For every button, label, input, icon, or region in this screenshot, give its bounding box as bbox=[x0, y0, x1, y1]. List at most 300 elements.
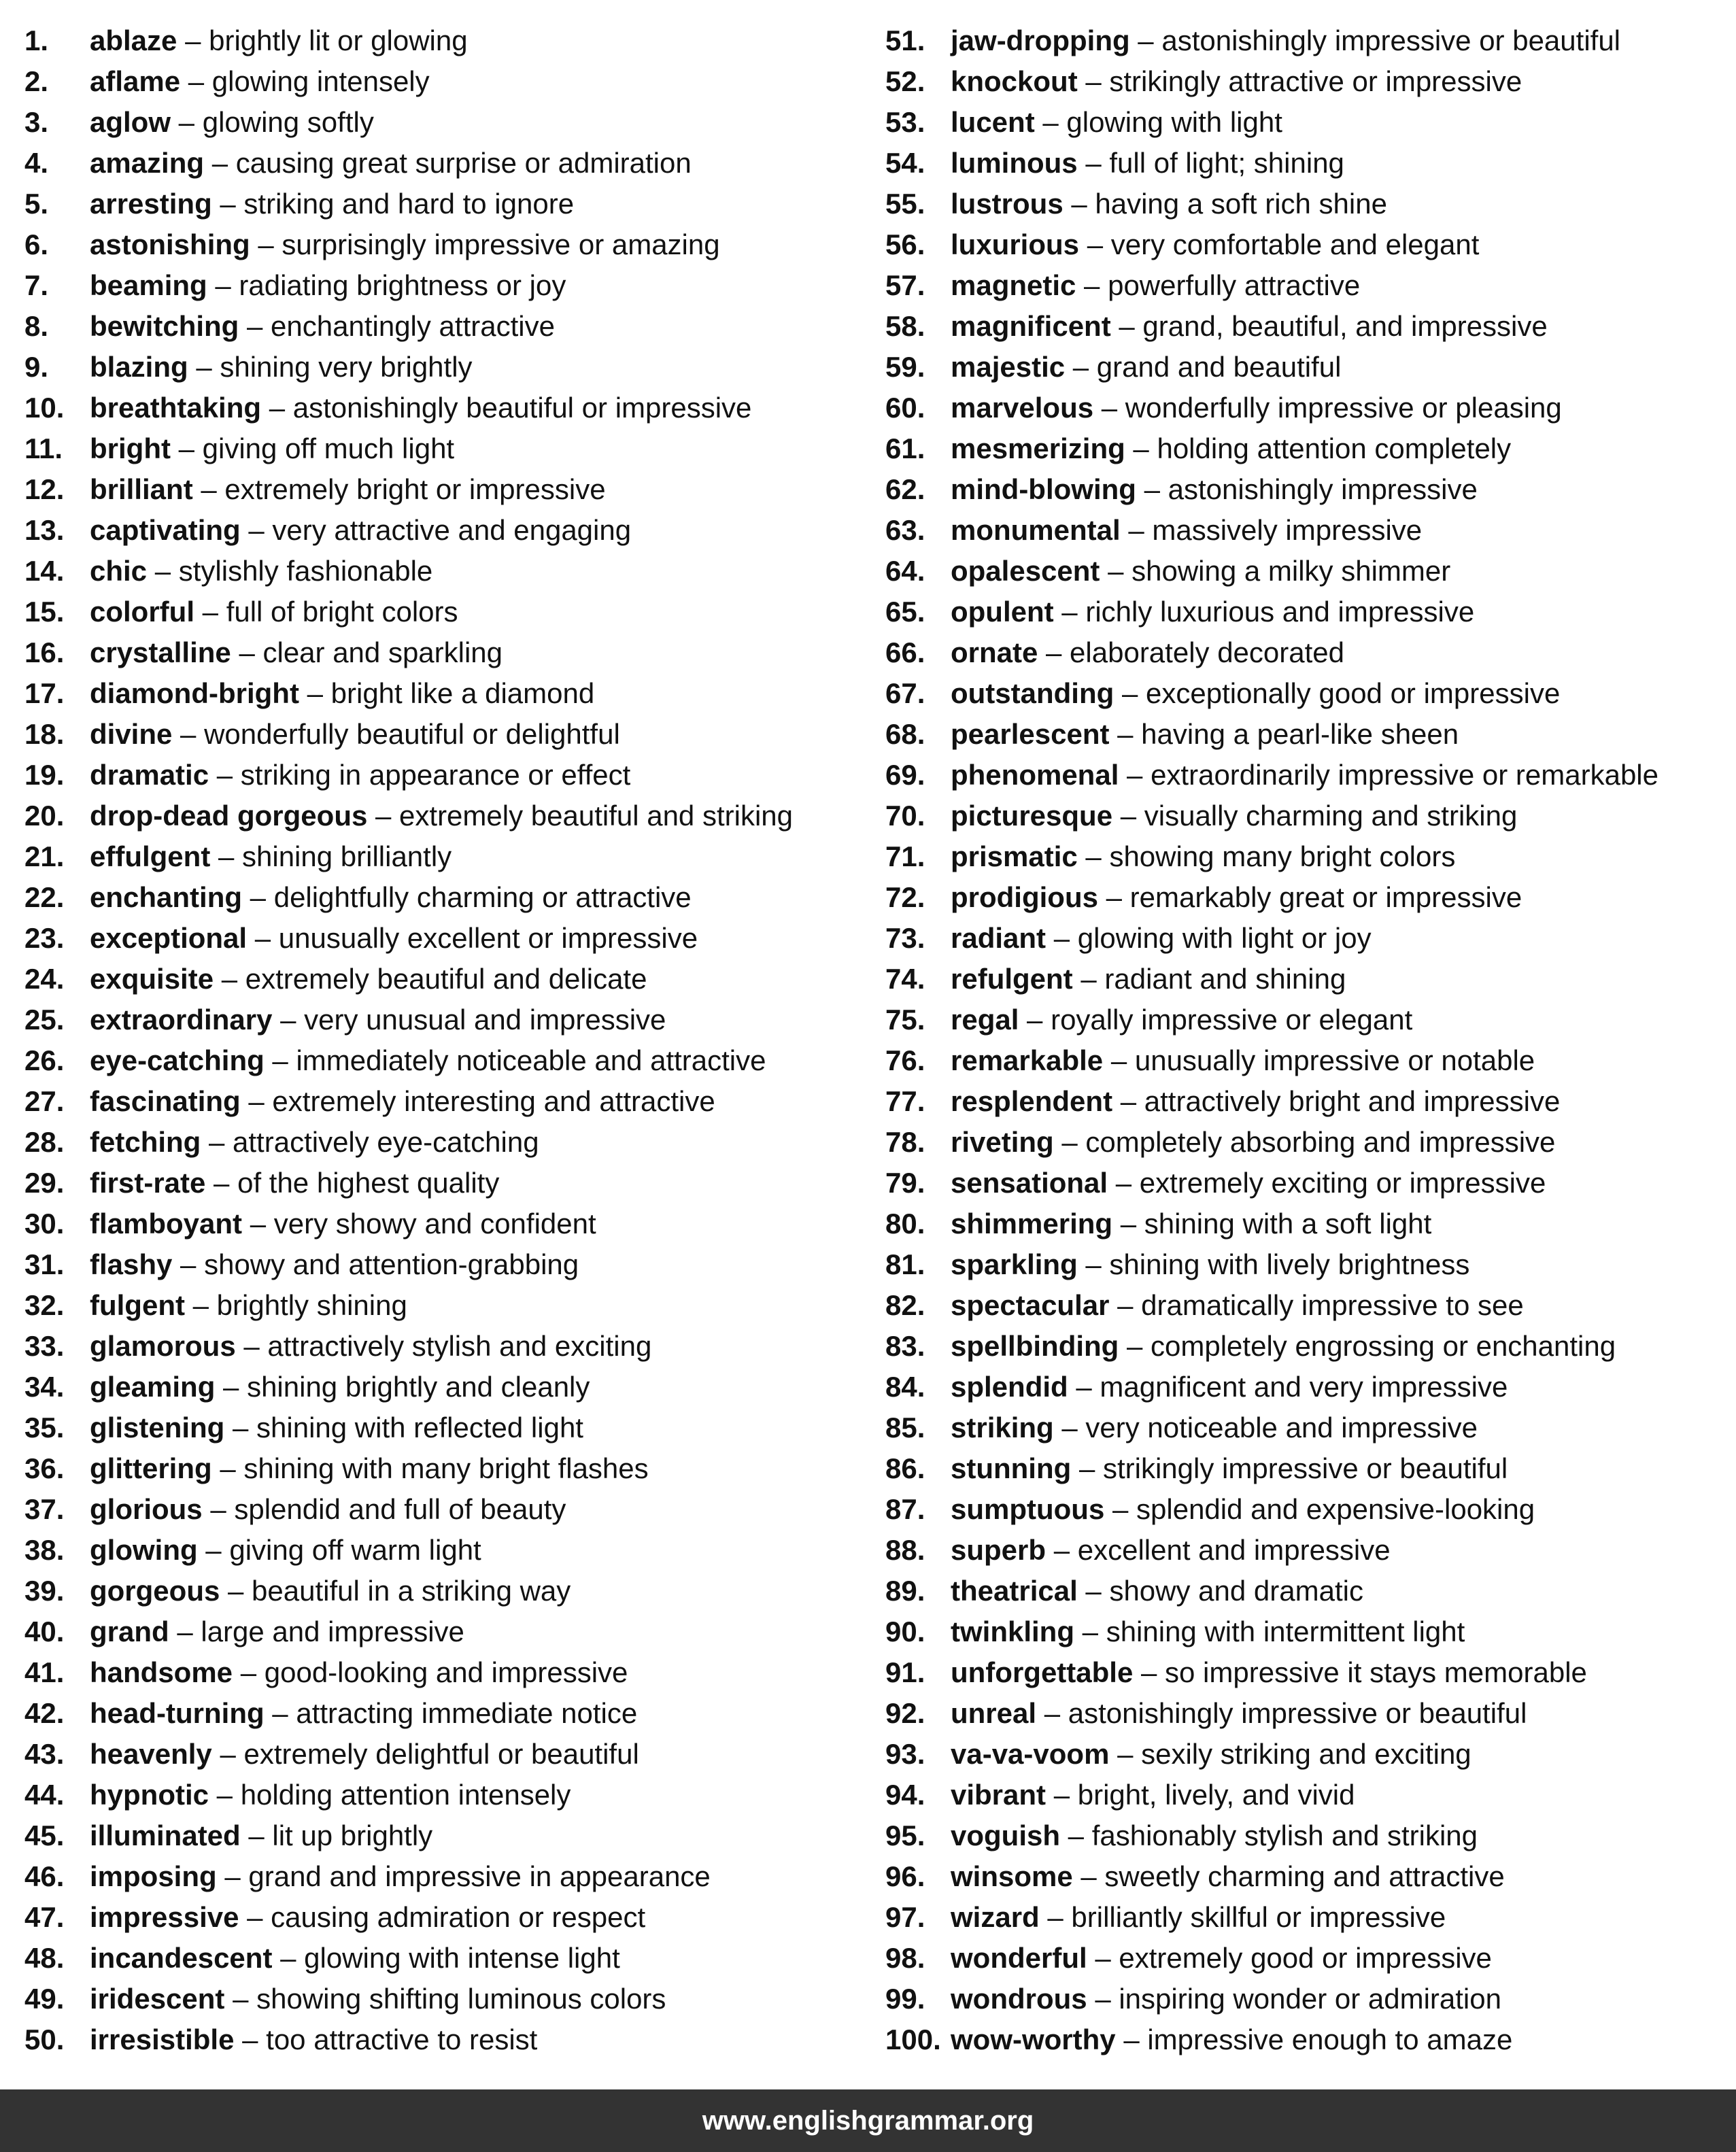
list-item bbox=[24, 1979, 854, 2019]
item-number: 66. bbox=[885, 636, 925, 668]
list-item bbox=[24, 265, 854, 306]
item-number: 5. bbox=[24, 188, 49, 220]
list-item bbox=[24, 1489, 854, 1530]
item-word: lucent bbox=[951, 106, 1035, 138]
item-word: voguish bbox=[951, 1820, 1061, 1851]
item-word: ornate bbox=[951, 636, 1038, 668]
item-definition: – astonishingly beautiful or impressive bbox=[261, 392, 752, 424]
item-definition: – so impressive it stays memorable bbox=[1133, 1656, 1587, 1688]
item-definition: – strikingly impressive or beautiful bbox=[1071, 1452, 1508, 1484]
item-word: superb bbox=[951, 1534, 1046, 1566]
item-word: heavenly bbox=[90, 1738, 212, 1770]
item-word: blazing bbox=[90, 351, 188, 383]
item-word: monumental bbox=[951, 514, 1121, 546]
item-word: regal bbox=[951, 1004, 1019, 1036]
item-definition: – showing shifting luminous colors bbox=[224, 1983, 666, 2015]
item-number: 4. bbox=[24, 147, 49, 179]
list-item bbox=[885, 2019, 1729, 2060]
list-item bbox=[24, 61, 854, 102]
item-definition: – very comfortable and elegant bbox=[1079, 228, 1480, 260]
list-item bbox=[885, 796, 1729, 836]
item-word: mind-blowing bbox=[951, 473, 1136, 505]
item-number: 38. bbox=[24, 1534, 65, 1566]
item-definition: – shining brilliantly bbox=[210, 840, 452, 872]
item-definition: – having a soft rich shine bbox=[1063, 188, 1387, 220]
list-item bbox=[24, 1000, 854, 1040]
list-item bbox=[24, 1693, 854, 1734]
item-word: outstanding bbox=[951, 677, 1114, 709]
list-item bbox=[24, 836, 854, 877]
item-word: va-va-voom bbox=[951, 1738, 1110, 1770]
item-number: 87. bbox=[885, 1493, 925, 1525]
item-number: 76. bbox=[885, 1044, 925, 1076]
item-definition: – surprisingly impressive or amazing bbox=[250, 228, 720, 260]
item-number: 74. bbox=[885, 963, 925, 995]
item-number: 82. bbox=[885, 1289, 925, 1321]
list-item bbox=[885, 510, 1729, 551]
item-number: 54. bbox=[885, 147, 925, 179]
list-item bbox=[885, 1448, 1729, 1489]
footer-bar bbox=[0, 2089, 1736, 2152]
item-word: illuminated bbox=[90, 1820, 241, 1851]
list-item bbox=[885, 836, 1729, 877]
item-word: bright bbox=[90, 432, 171, 464]
item-word: drop-dead gorgeous bbox=[90, 800, 368, 832]
item-number: 67. bbox=[885, 677, 925, 709]
item-number: 44. bbox=[24, 1779, 65, 1811]
list-item bbox=[24, 1285, 854, 1326]
list-item bbox=[24, 1448, 854, 1489]
item-number: 63. bbox=[885, 514, 925, 546]
item-number: 92. bbox=[885, 1697, 925, 1729]
item-number: 9. bbox=[24, 351, 49, 383]
list-item bbox=[24, 1530, 854, 1571]
item-definition: – glowing intensely bbox=[180, 65, 430, 97]
item-word: shimmering bbox=[951, 1208, 1113, 1240]
item-number: 65. bbox=[885, 596, 925, 628]
item-word: fascinating bbox=[90, 1085, 241, 1117]
item-number: 64. bbox=[885, 555, 925, 587]
item-word: pearlescent bbox=[951, 718, 1110, 750]
item-number: 52. bbox=[885, 65, 925, 97]
item-word: resplendent bbox=[951, 1085, 1113, 1117]
list-item bbox=[24, 2019, 854, 2060]
item-word: aflame bbox=[90, 65, 181, 97]
item-word: captivating bbox=[90, 514, 241, 546]
list-item bbox=[24, 1081, 854, 1122]
item-word: ablaze bbox=[90, 24, 177, 56]
list-item bbox=[24, 102, 854, 143]
item-word: opulent bbox=[951, 596, 1054, 628]
item-word: dramatic bbox=[90, 759, 209, 791]
item-word: wondrous bbox=[951, 1983, 1087, 2015]
item-definition: – glowing with light or joy bbox=[1046, 922, 1372, 954]
item-word: beaming bbox=[90, 269, 207, 301]
item-word: exquisite bbox=[90, 963, 214, 995]
item-definition: – attractively bright and impressive bbox=[1112, 1085, 1561, 1117]
word-list-column-right bbox=[885, 20, 1729, 2060]
item-number: 56. bbox=[885, 228, 925, 260]
list-item bbox=[885, 388, 1729, 428]
item-word: wonderful bbox=[951, 1942, 1087, 1974]
item-number: 33. bbox=[24, 1330, 65, 1362]
item-word: magnetic bbox=[951, 269, 1076, 301]
item-definition: – extremely interesting and attractive bbox=[240, 1085, 715, 1117]
list-item bbox=[24, 714, 854, 755]
item-definition: – bright like a diamond bbox=[299, 677, 595, 709]
item-definition: – dramatically impressive to see bbox=[1109, 1289, 1524, 1321]
item-definition: – striking in appearance or effect bbox=[209, 759, 631, 791]
item-definition: – shining with intermittent light bbox=[1074, 1616, 1465, 1647]
item-word: prodigious bbox=[951, 881, 1098, 913]
item-number: 32. bbox=[24, 1289, 65, 1321]
item-definition: – unusually excellent or impressive bbox=[247, 922, 698, 954]
item-word: eye-catching bbox=[90, 1044, 265, 1076]
item-number: 18. bbox=[24, 718, 65, 750]
list-item bbox=[885, 592, 1729, 632]
item-definition: – causing admiration or respect bbox=[239, 1901, 646, 1933]
item-number: 51. bbox=[885, 24, 925, 56]
item-definition: – attractively eye-catching bbox=[201, 1126, 539, 1158]
item-word: wizard bbox=[951, 1901, 1040, 1933]
item-word: vibrant bbox=[951, 1779, 1046, 1811]
list-item bbox=[885, 1122, 1729, 1163]
item-number: 24. bbox=[24, 963, 65, 995]
item-number: 70. bbox=[885, 800, 925, 832]
item-number: 22. bbox=[24, 881, 65, 913]
item-word: brilliant bbox=[90, 473, 193, 505]
item-definition: – completely absorbing and impressive bbox=[1053, 1126, 1556, 1158]
list-item bbox=[885, 224, 1729, 265]
item-number: 26. bbox=[24, 1044, 65, 1076]
item-definition: – showing a milky shimmer bbox=[1100, 555, 1451, 587]
item-word: exceptional bbox=[90, 922, 248, 954]
item-word: riveting bbox=[951, 1126, 1054, 1158]
item-definition: – too attractive to resist bbox=[234, 2023, 538, 2055]
item-number: 12. bbox=[24, 473, 65, 505]
item-number: 28. bbox=[24, 1126, 65, 1158]
item-number: 75. bbox=[885, 1004, 925, 1036]
item-definition: – full of light; shining bbox=[1077, 147, 1344, 179]
list-item bbox=[24, 1652, 854, 1693]
item-definition: – brilliantly skillful or impressive bbox=[1039, 1901, 1446, 1933]
item-definition: – striking and hard to ignore bbox=[211, 188, 575, 220]
item-number: 16. bbox=[24, 636, 65, 668]
item-word: winsome bbox=[951, 1860, 1073, 1892]
item-definition: – grand and beautiful bbox=[1065, 351, 1342, 383]
item-number: 84. bbox=[885, 1371, 925, 1403]
item-definition: – shining with a soft light bbox=[1112, 1208, 1432, 1240]
list-item bbox=[24, 796, 854, 836]
item-definition: – grand, beautiful, and impressive bbox=[1110, 310, 1548, 342]
item-definition: – shining brightly and cleanly bbox=[215, 1371, 590, 1403]
list-item bbox=[885, 1285, 1729, 1326]
list-item bbox=[885, 469, 1729, 510]
item-word: twinkling bbox=[951, 1616, 1074, 1647]
item-definition: – sexily striking and exciting bbox=[1109, 1738, 1471, 1770]
item-definition: – strikingly attractive or impressive bbox=[1077, 65, 1522, 97]
item-number: 31. bbox=[24, 1248, 65, 1280]
list-item bbox=[885, 265, 1729, 306]
item-definition: – of the highest quality bbox=[205, 1167, 500, 1199]
list-item bbox=[24, 1775, 854, 1815]
item-number: 20. bbox=[24, 800, 65, 832]
item-number: 45. bbox=[24, 1820, 65, 1851]
item-word: effulgent bbox=[90, 840, 211, 872]
item-number: 3. bbox=[24, 106, 49, 138]
item-definition: – extremely delightful or beautiful bbox=[211, 1738, 639, 1770]
item-number: 27. bbox=[24, 1085, 65, 1117]
item-word: chic bbox=[90, 555, 148, 587]
item-number: 15. bbox=[24, 596, 65, 628]
item-number: 23. bbox=[24, 922, 65, 954]
list-item bbox=[24, 1244, 854, 1285]
item-number: 58. bbox=[885, 310, 925, 342]
item-word: luminous bbox=[951, 147, 1078, 179]
list-item bbox=[885, 347, 1729, 388]
item-word: remarkable bbox=[951, 1044, 1104, 1076]
list-item bbox=[885, 143, 1729, 184]
item-definition: – attracting immediate notice bbox=[264, 1697, 638, 1729]
list-item bbox=[24, 184, 854, 224]
item-word: stunning bbox=[951, 1452, 1072, 1484]
item-word: glamorous bbox=[90, 1330, 236, 1362]
list-item bbox=[24, 551, 854, 592]
item-word: grand bbox=[90, 1616, 169, 1647]
item-definition: – visually charming and striking bbox=[1112, 800, 1518, 832]
item-definition: – full of bright colors bbox=[194, 596, 458, 628]
item-number: 17. bbox=[24, 677, 65, 709]
item-definition: – extraordinarily impressive or remarkable bbox=[1119, 759, 1658, 791]
list-item bbox=[24, 1571, 854, 1611]
item-definition: – exceptionally good or impressive bbox=[1114, 677, 1561, 709]
item-word: irresistible bbox=[90, 2023, 235, 2055]
list-item bbox=[24, 877, 854, 918]
item-word: head-turning bbox=[90, 1697, 265, 1729]
item-definition: – clear and sparkling bbox=[231, 636, 503, 668]
footer-url[interactable]: www.englishgrammar.org bbox=[702, 2106, 1034, 2136]
item-word: phenomenal bbox=[951, 759, 1119, 791]
list-item bbox=[885, 1815, 1729, 1856]
item-word: impressive bbox=[90, 1901, 239, 1933]
item-number: 93. bbox=[885, 1738, 925, 1770]
item-number: 83. bbox=[885, 1330, 925, 1362]
list-item bbox=[885, 1734, 1729, 1775]
item-number: 88. bbox=[885, 1534, 925, 1566]
item-number: 68. bbox=[885, 718, 925, 750]
list-item bbox=[885, 1163, 1729, 1203]
item-definition: – royally impressive or elegant bbox=[1019, 1004, 1413, 1036]
list-item bbox=[885, 632, 1729, 673]
word-list bbox=[0, 20, 1736, 2060]
item-word: refulgent bbox=[951, 963, 1073, 995]
item-definition: – stylishly fashionable bbox=[147, 555, 433, 587]
item-number: 98. bbox=[885, 1942, 925, 1974]
item-definition: – bright, lively, and vivid bbox=[1046, 1779, 1355, 1811]
item-word: wow-worthy bbox=[951, 2023, 1116, 2055]
list-item bbox=[885, 1938, 1729, 1979]
item-number: 81. bbox=[885, 1248, 925, 1280]
list-item bbox=[24, 959, 854, 1000]
item-definition: – glowing with intense light bbox=[272, 1942, 620, 1974]
item-word: spellbinding bbox=[951, 1330, 1119, 1362]
item-word: incandescent bbox=[90, 1942, 273, 1974]
item-word: fulgent bbox=[90, 1289, 185, 1321]
list-item bbox=[885, 1652, 1729, 1693]
item-definition: – good-looking and impressive bbox=[233, 1656, 628, 1688]
item-word: sparkling bbox=[951, 1248, 1078, 1280]
list-item bbox=[24, 224, 854, 265]
item-number: 21. bbox=[24, 840, 65, 872]
item-definition: – causing great surprise or admiration bbox=[204, 147, 692, 179]
item-definition: – very noticeable and impressive bbox=[1053, 1412, 1478, 1444]
item-definition: – impressive enough to amaze bbox=[1115, 2023, 1513, 2055]
item-definition: – extremely bright or impressive bbox=[192, 473, 606, 505]
item-definition: – richly luxurious and impressive bbox=[1053, 596, 1475, 628]
item-definition: – magnificent and very impressive bbox=[1068, 1371, 1508, 1403]
item-definition: – wonderfully impressive or pleasing bbox=[1093, 392, 1562, 424]
item-number: 8. bbox=[24, 310, 49, 342]
item-definition: – holding attention intensely bbox=[209, 1779, 571, 1811]
item-definition: – splendid and full of beauty bbox=[202, 1493, 566, 1525]
item-word: enchanting bbox=[90, 881, 243, 913]
item-number: 14. bbox=[24, 555, 65, 587]
item-number: 50. bbox=[24, 2023, 65, 2055]
list-item bbox=[24, 388, 854, 428]
item-word: picturesque bbox=[951, 800, 1113, 832]
item-number: 94. bbox=[885, 1779, 925, 1811]
item-definition: – splendid and expensive-looking bbox=[1104, 1493, 1535, 1525]
list-item bbox=[885, 959, 1729, 1000]
item-number: 78. bbox=[885, 1126, 925, 1158]
item-number: 13. bbox=[24, 514, 65, 546]
list-item bbox=[885, 1244, 1729, 1285]
list-item bbox=[885, 1530, 1729, 1571]
item-word: flashy bbox=[90, 1248, 173, 1280]
list-item bbox=[885, 877, 1729, 918]
item-word: bewitching bbox=[90, 310, 239, 342]
item-word: spectacular bbox=[951, 1289, 1110, 1321]
item-definition: – excellent and impressive bbox=[1046, 1534, 1391, 1566]
item-definition: – brightly lit or glowing bbox=[177, 24, 468, 56]
item-number: 2. bbox=[24, 65, 49, 97]
item-number: 46. bbox=[24, 1860, 65, 1892]
item-definition: – very unusual and impressive bbox=[272, 1004, 666, 1036]
item-number: 60. bbox=[885, 392, 925, 424]
item-definition: – radiant and shining bbox=[1072, 963, 1346, 995]
item-number: 53. bbox=[885, 106, 925, 138]
item-definition: – fashionably stylish and striking bbox=[1060, 1820, 1478, 1851]
list-item bbox=[24, 428, 854, 469]
item-number: 34. bbox=[24, 1371, 65, 1403]
item-number: 59. bbox=[885, 351, 925, 383]
list-item bbox=[24, 918, 854, 959]
list-item bbox=[24, 469, 854, 510]
item-definition: – lit up brightly bbox=[240, 1820, 433, 1851]
list-item bbox=[24, 1897, 854, 1938]
item-definition: – shining very brightly bbox=[188, 351, 473, 383]
item-definition: – having a pearl-like sheen bbox=[1109, 718, 1459, 750]
item-word: handsome bbox=[90, 1656, 233, 1688]
item-number: 79. bbox=[885, 1167, 925, 1199]
item-word: iridescent bbox=[90, 1983, 225, 2015]
item-word: fetching bbox=[90, 1126, 201, 1158]
list-item bbox=[885, 1775, 1729, 1815]
list-item bbox=[24, 1203, 854, 1244]
list-item bbox=[885, 20, 1729, 61]
list-item bbox=[24, 510, 854, 551]
item-word: opalescent bbox=[951, 555, 1100, 587]
list-item bbox=[24, 1815, 854, 1856]
item-definition: – large and impressive bbox=[169, 1616, 464, 1647]
item-word: jaw-dropping bbox=[951, 24, 1130, 56]
item-word: theatrical bbox=[951, 1575, 1078, 1607]
item-word: crystalline bbox=[90, 636, 231, 668]
item-definition: – showy and dramatic bbox=[1077, 1575, 1363, 1607]
item-number: 30. bbox=[24, 1208, 65, 1240]
list-item bbox=[24, 1367, 854, 1407]
item-definition: – giving off much light bbox=[170, 432, 455, 464]
item-word: hypnotic bbox=[90, 1779, 209, 1811]
list-item bbox=[885, 1693, 1729, 1734]
item-number: 97. bbox=[885, 1901, 925, 1933]
item-definition: – enchantingly attractive bbox=[239, 310, 555, 342]
item-number: 89. bbox=[885, 1575, 925, 1607]
item-definition: – powerfully attractive bbox=[1076, 269, 1361, 301]
item-number: 85. bbox=[885, 1412, 925, 1444]
item-number: 29. bbox=[24, 1167, 65, 1199]
item-definition: – remarkably great or impressive bbox=[1097, 881, 1522, 913]
item-definition: – shining with reflected light bbox=[224, 1412, 583, 1444]
item-number: 62. bbox=[885, 473, 925, 505]
word-list-column-left bbox=[24, 20, 854, 2060]
item-definition: – completely engrossing or enchanting bbox=[1119, 1330, 1616, 1362]
item-definition: – glowing with light bbox=[1034, 106, 1282, 138]
item-number: 40. bbox=[24, 1616, 65, 1647]
item-word: glittering bbox=[90, 1452, 212, 1484]
item-definition: – very showy and confident bbox=[242, 1208, 596, 1240]
item-definition: – shining with lively brightness bbox=[1077, 1248, 1470, 1280]
list-item bbox=[885, 306, 1729, 347]
item-definition: – inspiring wonder or admiration bbox=[1087, 1983, 1501, 2015]
item-word: colorful bbox=[90, 596, 194, 628]
item-number: 61. bbox=[885, 432, 925, 464]
item-definition: – astonishingly impressive bbox=[1136, 473, 1478, 505]
item-number: 100. bbox=[885, 2023, 941, 2055]
item-number: 36. bbox=[24, 1452, 65, 1484]
item-word: splendid bbox=[951, 1371, 1068, 1403]
list-item bbox=[885, 184, 1729, 224]
item-definition: – unusually impressive or notable bbox=[1103, 1044, 1535, 1076]
item-definition: – sweetly charming and attractive bbox=[1072, 1860, 1505, 1892]
item-word: striking bbox=[951, 1412, 1054, 1444]
list-item bbox=[885, 1489, 1729, 1530]
item-definition: – beautiful in a striking way bbox=[220, 1575, 571, 1607]
list-item bbox=[885, 1611, 1729, 1652]
item-word: prismatic bbox=[951, 840, 1078, 872]
item-word: astonishing bbox=[90, 228, 250, 260]
list-item bbox=[24, 20, 854, 61]
item-word: breathtaking bbox=[90, 392, 262, 424]
item-word: luxurious bbox=[951, 228, 1080, 260]
list-item bbox=[24, 143, 854, 184]
list-item bbox=[885, 755, 1729, 796]
item-definition: – giving off warm light bbox=[197, 1534, 481, 1566]
item-number: 10. bbox=[24, 392, 65, 424]
list-item bbox=[24, 1856, 854, 1897]
list-item bbox=[885, 1000, 1729, 1040]
item-definition: – extremely beautiful and delicate bbox=[214, 963, 647, 995]
